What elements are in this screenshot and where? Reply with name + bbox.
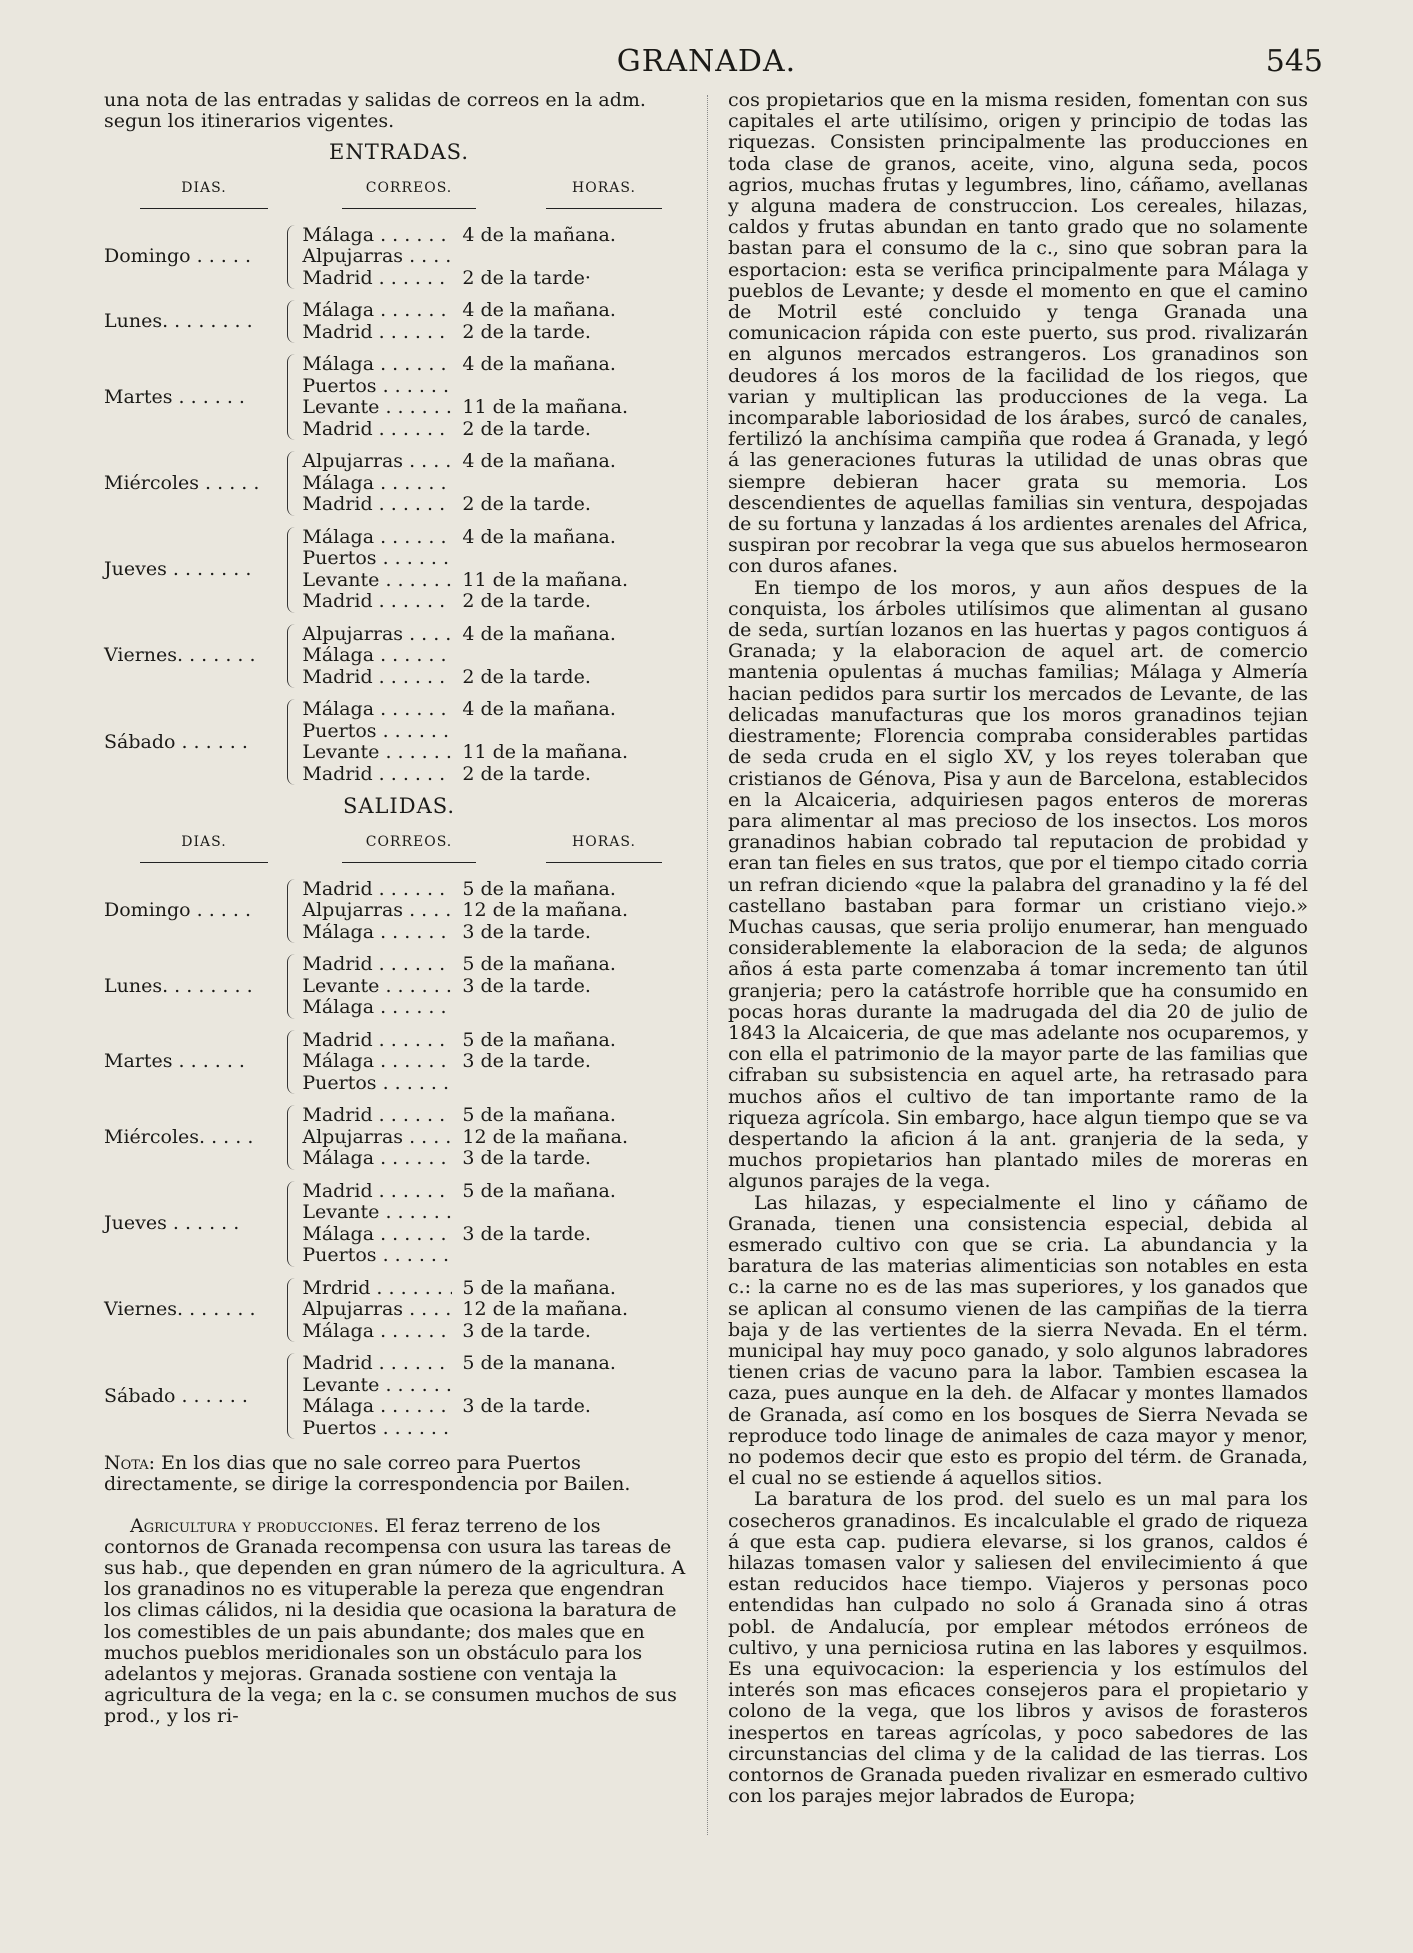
correo-name: Mrdrid . . . <box>302 1278 452 1299</box>
day-rows <box>302 1353 694 1439</box>
schedule-row <box>302 591 694 613</box>
day-name: Viernes. . . . . . . <box>104 644 256 667</box>
agricultura-paragraph <box>104 1516 694 1728</box>
schedule-row <box>302 1353 694 1375</box>
day-rows <box>302 879 694 944</box>
hora-value: 12 de la mañana. <box>462 1298 628 1321</box>
hora-value: 4 de la mañana. <box>462 353 616 376</box>
nota-label: Nota: <box>104 1452 156 1475</box>
correo-name: Madrid . . . <box>302 1030 452 1051</box>
right-column <box>728 90 1308 1807</box>
schedule-row <box>302 1375 694 1397</box>
correo-name: Madrid . . . <box>302 1353 452 1374</box>
brace <box>287 300 298 343</box>
correo-name: Alpujarras . . . <box>302 451 452 472</box>
correo-name: Málaga . . . <box>302 527 452 548</box>
left-column <box>104 90 694 1728</box>
right-paragraph-4: La baratura de los prod. del suelo es un mal para los cosecheros granadinos. Es incalculable el grado de riqueza á que esta cap. pudiera elevarse, si los granos, caldos é hilazas tomasen valor y saliesen del envilecimiento á que estan reducidos hace tiempo. Viajeros y personas poco entendidas han culpado no solo á Granada sino á otras pobl. de Andalucía, por emplear métodos erróneos de cultivo, y una perniciosa rutina en las labores y esquilmos. Es una equivocacion: la esperiencia y los estímulos del interés son mas eficaces consejeros para el propietario y colono de la vega, que los libros y avisos de forasteros inespertos en tareas agrícolas, y poco sabedores de las circunstancias del clima y de la calidad de las tierras. Los contornos de Granada pueden rivalizar en esmerado cultivo con los parajes mejor labrados de Europa; <box>728 1488 1308 1808</box>
brace <box>287 624 298 689</box>
day-name: Miércoles . . . . . <box>104 471 260 494</box>
column-divider <box>707 95 708 1835</box>
running-head <box>0 44 1413 84</box>
schedule-row <box>302 1202 694 1224</box>
entradas-headers <box>104 178 694 209</box>
correo-name: Puertos . . . <box>302 1418 452 1439</box>
hora-value: 4 de la mañana. <box>462 299 616 322</box>
day-rows <box>302 1030 694 1095</box>
hora-value: 12 de la mañana. <box>462 1125 628 1148</box>
hora-value: 4 de la mañana. <box>462 525 616 548</box>
schedule-day <box>104 225 694 290</box>
hora-value: 3 de la tarde. <box>462 1319 591 1342</box>
schedule-row <box>302 699 694 721</box>
correo-name: Madrid . . . <box>302 322 452 343</box>
correo-name: Málaga . . . <box>302 1148 452 1169</box>
hora-value: 2 de la tarde. <box>462 590 591 613</box>
right-paragraph-3: Las hilazas, y especialmente el lino y cáñamo de Granada, tienen una consistencia especial, debida al esmerado cultivo con que se cria. La abundancia y la baratura de las materias alimenticias son notables en esta c.: la carne no es de las mas superiores, y los ganados que se aplican al consumo vienen de las campiñas de la tierra baja y de las vertientes de la sierra Nevada. En el térm. municipal hay muy poco ganado, y solo algunos labradores tienen crias de vacuno para la labor. Tambien escasea la caza, pues aunque en la deh. de Alfacar y montes llamados de Granada, así como en los bosques de Sierra Nevada se reproduce todo linage de animales de caza mayor y menor, no podemos decir que esto es propio del térm. de Granada, el cual no se estiende á aquellos sitios. <box>728 1191 1308 1490</box>
correo-name: Madrid . . . <box>302 1105 452 1126</box>
correo-name: Málaga . . . <box>302 300 452 321</box>
brace <box>287 225 298 290</box>
nota-paragraph <box>104 1453 694 1495</box>
intro-text: una nota de las entradas y salidas de correos en la adm. segun los itinerarios vigentes. <box>104 89 646 133</box>
day-rows <box>302 699 694 785</box>
correo-name: Alpujarras . . . <box>302 624 452 645</box>
hora-value: 2 de la tarde. <box>462 762 591 785</box>
schedule-row <box>302 624 694 646</box>
correo-name: Alpujarras . . . <box>302 1299 452 1320</box>
correo-name: Málaga . . . <box>302 1051 452 1072</box>
schedule-day <box>104 451 694 516</box>
hora-value: 11 de la mañana. <box>462 568 628 591</box>
day-rows <box>302 624 694 689</box>
brace <box>287 527 298 613</box>
schedule-day <box>104 699 694 785</box>
schedule-row <box>302 1127 694 1149</box>
schedule-row <box>302 1030 694 1052</box>
entradas-table <box>104 225 694 786</box>
correo-name: Puertos . . . <box>302 721 452 742</box>
brace <box>287 1030 298 1095</box>
schedule-day <box>104 879 694 944</box>
correo-name: Puertos . . . <box>302 376 452 397</box>
hora-value: 3 de la tarde. <box>462 974 591 997</box>
day-rows <box>302 954 694 1019</box>
correo-name: Madrid . . . <box>302 879 452 900</box>
schedule-row <box>302 742 694 764</box>
correo-name: Málaga . . . <box>302 1321 452 1342</box>
schedule-row <box>302 954 694 976</box>
correo-name: Madrid . . . <box>302 954 452 975</box>
hora-value: 2 de la tarde. <box>462 417 591 440</box>
correo-name: Madrid . . . <box>302 419 452 440</box>
schedule-row <box>302 997 694 1019</box>
schedule-day <box>104 1278 694 1343</box>
hora-value: 5 de la mañana. <box>462 877 616 900</box>
correo-name: Málaga . . . <box>302 997 452 1018</box>
brace <box>287 699 298 785</box>
schedule-day <box>104 300 694 343</box>
header-correos: CORREOS. <box>304 178 514 209</box>
schedule-row <box>302 721 694 743</box>
schedule-row <box>302 300 694 322</box>
day-name: Lunes. . . . . . . . <box>104 974 253 997</box>
hora-value: 2 de la tarde. <box>462 665 591 688</box>
schedule-row <box>302 268 694 290</box>
schedule-row <box>302 1299 694 1321</box>
schedule-row <box>302 667 694 689</box>
day-name: Domingo . . . . . <box>104 899 251 922</box>
schedule-row <box>302 1105 694 1127</box>
day-name: Jueves . . . . . . . <box>104 558 252 581</box>
schedule-row <box>302 900 694 922</box>
hora-value: 3 de la tarde. <box>462 1395 591 1418</box>
schedule-row <box>302 1396 694 1418</box>
schedule-row <box>302 494 694 516</box>
schedule-day <box>104 954 694 1019</box>
header-dias: DIAS. <box>104 178 304 209</box>
correo-name: Málaga . . . <box>302 1396 452 1417</box>
header-horas: HORAS. <box>514 178 694 209</box>
brace <box>287 1278 298 1343</box>
schedule-row <box>302 879 694 901</box>
day-name: Martes . . . . . . <box>104 1050 245 1073</box>
hora-value: 4 de la mañana. <box>462 450 616 473</box>
brace <box>287 451 298 516</box>
correo-name: Puertos . . . <box>302 548 452 569</box>
hora-value: 5 de la mañana. <box>462 1179 616 1202</box>
agricultura-text: El feraz terreno de los contornos de Granada recompensa con usura las tareas de sus hab., que dependen en gran número de la agricultura. A los granadinos no es vituperable la pereza que engendran los climas cálidos, ni la desidia que ocasiona la baratura de los comestibles de un pais abundante; dos males que en muchos pueblos meridionales son un obstáculo para los adelantos y mejoras. Granada sostiene con ventaja la agricultura de la vega; en la c. se consumen muchos de sus prod., y los ri- <box>104 1514 686 1728</box>
day-rows <box>302 300 694 343</box>
hora-value: 3 de la tarde. <box>462 1222 591 1245</box>
right-paragraph-1: cos propietarios que en la misma residen, fomentan con sus capitales el arte utilísimo, origen y principio de todas las riquezas. Consisten principalmente las producciones en toda clase de granos, aceite, vino, alguna seda, pocos agrios, muchas frutas y legumbres, lino, cáñamo, avellanas y alguna madera de construccion. Los cereales, hilazas, caldos y frutas abundan en tanto grado que no solamente bastan para el consumo de la c., sino que sobran para la esportacion: esta se verifica principalmente para Málaga y pueblos de Levante; y desde el momento en que el camino de Motril esté concluido y tenga Granada una comunicacion rápida con este puerto, sus prod. rivalizarán en algunos mercados estrangeros. Los granadinos son deudores á los moros de la facilidad de los riegos, que varian y multiplican las producciones de la vega. La incomparable laboriosidad de los árabes, surcó de canales, fertilizó la anchísima campiña que rodea á Granada, y legó á las generaciones futuras la utilidad de unas obras que siempre debieran hacer grata su memoria. Los descendientes de aquellas familias sin ventura, despojadas de su fortuna y lanzadas á los ardientes arenales del Africa, suspiran por recobrar la vega que sus abuelos hermosearon con duros afanes. <box>728 89 1308 578</box>
schedule-row <box>302 1224 694 1246</box>
day-name: Domingo . . . . . <box>104 245 251 268</box>
correo-name: Puertos . . . <box>302 1073 452 1094</box>
hora-value: 12 de la mañana. <box>462 899 628 922</box>
schedule-row <box>302 473 694 495</box>
schedule-day <box>104 527 694 613</box>
correo-name: Levante . . . <box>302 976 452 997</box>
correo-name: Málaga . . . <box>302 473 452 494</box>
day-rows <box>302 1105 694 1170</box>
day-rows <box>302 451 694 516</box>
schedule-row <box>302 1418 694 1440</box>
hora-value: 3 de la tarde. <box>462 1147 591 1170</box>
brace <box>287 954 298 1019</box>
hora-value: 5 de la mañana. <box>462 1028 616 1051</box>
schedule-row <box>302 1181 694 1203</box>
nota-text: En los dias que no sale correo para Puertos directamente, se dirige la correspondencia por Bailen. <box>104 1452 631 1496</box>
schedule-row <box>302 419 694 441</box>
brace <box>287 879 298 944</box>
day-rows <box>302 1278 694 1343</box>
day-rows <box>302 354 694 440</box>
correo-name: Madrid . . . <box>302 1181 452 1202</box>
hora-value: 3 de la tarde. <box>462 920 591 943</box>
day-rows <box>302 1181 694 1267</box>
schedule-row <box>302 1245 694 1267</box>
page-number: 545 <box>1265 44 1323 79</box>
correo-name: Levante . . . <box>302 570 452 591</box>
correo-name: Madrid . . . <box>302 268 452 289</box>
hora-value: 5 de la mañana. <box>462 953 616 976</box>
day-rows <box>302 527 694 613</box>
schedule-row <box>302 1073 694 1095</box>
schedule-row <box>302 645 694 667</box>
schedule-row <box>302 225 694 247</box>
hora-value: 2 de la tarde. <box>462 320 591 343</box>
schedule-row <box>302 1321 694 1343</box>
correo-name: Málaga . . . <box>302 922 452 943</box>
day-name: Viernes. . . . . . . <box>104 1298 256 1321</box>
brace <box>287 1181 298 1267</box>
schedule-row <box>302 1278 694 1300</box>
brace <box>287 354 298 440</box>
schedule-row <box>302 376 694 398</box>
salidas-table <box>104 879 694 1440</box>
day-name: Martes . . . . . . <box>104 385 245 408</box>
day-name: Sábado . . . . . . <box>104 1384 248 1407</box>
correo-name: Málaga . . . <box>302 699 452 720</box>
correo-name: Madrid . . . <box>302 494 452 515</box>
correo-name: Puertos . . . <box>302 1245 452 1266</box>
correo-name: Madrid . . . <box>302 764 452 785</box>
schedule-row <box>302 354 694 376</box>
hora-value: 5 de la mañana. <box>462 1104 616 1127</box>
header-horas: HORAS. <box>514 832 694 863</box>
schedule-row <box>302 764 694 786</box>
correo-name: Málaga . . . <box>302 354 452 375</box>
correo-name: Levante . . . <box>302 397 452 418</box>
day-name: Miércoles. . . . . <box>104 1125 254 1148</box>
schedule-day <box>104 624 694 689</box>
schedule-day <box>104 1353 694 1439</box>
schedule-row <box>302 451 694 473</box>
day-name: Sábado . . . . . . <box>104 730 248 753</box>
right-paragraph-2: En tiempo de los moros, y aun años despues de la conquista, los árboles utilísimos que alimentan al gusano de seda, surtían lozanos en las huertas y pagos contiguos á Granada; y la elaboracion de aquel art. de comercio mantenia opulentas á muchas familias; Málaga y Almería hacian pedidos para surtir los mercados de Levante, de las delicadas manufacturas que los moros granadinos tejian diestramente; Florencia compraba considerables partidas de seda cruda en el siglo XV, y los reyes toleraban que cristianos de Génova, Pisa y aun de Barcelona, establecidos en la Alcaiceria, adquiriesen pagos enteros de moreras para alimentar al mas precioso de los insectos. Los moros granadinos habian cobrado tal reputacion de probidad y eran tan fieles en sus tratos, que por el tiempo citado corria un refran diciendo «que la palabra del granadino y la fé del castellano bastaban para formar un cristiano viejo.» Muchas causas, que seria prolijo enumerar, han menguado considerablemente la elaboracion de la seda; de algunos años á esta parte comenzaba á tomar incremento tan útil granjeria; pero la catástrofe horrible que ha consumido en pocas horas durante la madrugada del dia 20 de julio de 1843 la Alcaiceria, de que mas adelante nos ocuparemos, y con ella el patrimonio de la mayor parte de las familias que cifraban su subsistencia en aquel arte, ha retrasado para muchos años el cultivo de tan importante ramo de la riqueza agrícola. Sin embargo, hace algun tiempo que se va despertando la aficion á la ant. granjeria de la seda, y muchos propietarios han plantado miles de moreras en algunos parajes de la vega. <box>728 576 1308 1193</box>
salidas-title: SALIDAS. <box>342 794 456 819</box>
schedule-row <box>302 1051 694 1073</box>
correo-name: Alpujarras . . . <box>302 246 452 267</box>
correo-name: Madrid . . . <box>302 667 452 688</box>
correo-name: Málaga . . . <box>302 225 452 246</box>
hora-value: 3 de la tarde. <box>462 1050 591 1073</box>
hora-value: 2 de la tarde· <box>462 266 591 289</box>
schedule-row <box>302 570 694 592</box>
schedule-row <box>302 397 694 419</box>
brace <box>287 1105 298 1170</box>
correo-name: Alpujarras . . . <box>302 1127 452 1148</box>
entradas-title: ENTRADAS. <box>328 140 469 165</box>
day-name: Jueves . . . . . . <box>104 1212 240 1235</box>
schedule-row <box>302 548 694 570</box>
correo-name: Madrid . . . <box>302 591 452 612</box>
schedule-row <box>302 976 694 998</box>
hora-value: 11 de la mañana. <box>462 741 628 764</box>
day-rows <box>302 225 694 290</box>
schedule-day <box>104 1030 694 1095</box>
correo-name: Levante . . . <box>302 1202 452 1223</box>
day-name: Lunes. . . . . . . . <box>104 310 253 333</box>
correo-name: Levante . . . <box>302 1375 452 1396</box>
correo-name: Levante . . . <box>302 742 452 763</box>
header-dias: DIAS. <box>104 832 304 863</box>
schedule-row <box>302 1148 694 1170</box>
hora-value: 11 de la mañana. <box>462 396 628 419</box>
salidas-headers <box>104 832 694 863</box>
schedule-row <box>302 922 694 944</box>
agricultura-label: Agricultura y producciones. <box>130 1514 380 1537</box>
correo-name: Alpujarras . . . <box>302 900 452 921</box>
hora-value: 4 de la mañana. <box>462 223 616 246</box>
schedule-day <box>104 1105 694 1170</box>
correo-name: Málaga . . . <box>302 645 452 666</box>
hora-value: 2 de la tarde. <box>462 493 591 516</box>
header-correos: CORREOS. <box>304 832 514 863</box>
schedule-row <box>302 527 694 549</box>
schedule-day <box>104 354 694 440</box>
hora-value: 5 de la mañana. <box>462 1276 616 1299</box>
hora-value: 4 de la mañana. <box>462 698 616 721</box>
page-title: GRANADA. <box>616 44 797 79</box>
brace <box>287 1353 298 1439</box>
schedule-row <box>302 246 694 268</box>
hora-value: 5 de la manana. <box>462 1352 616 1375</box>
schedule-row <box>302 322 694 344</box>
schedule-day <box>104 1181 694 1267</box>
correo-name: Málaga . . . <box>302 1224 452 1245</box>
hora-value: 4 de la mañana. <box>462 622 616 645</box>
